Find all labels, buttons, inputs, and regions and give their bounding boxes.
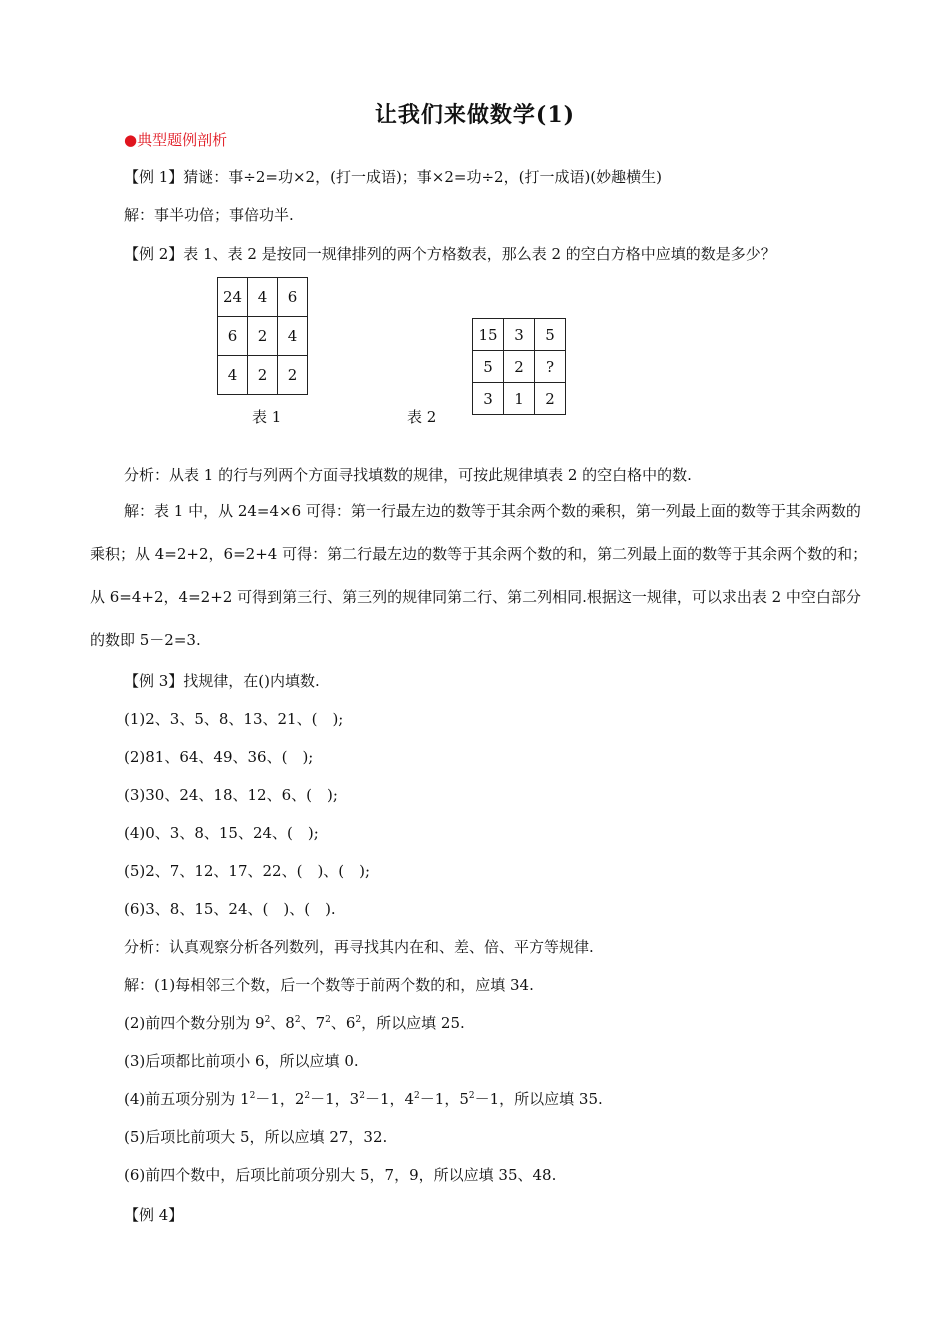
example-2-question: 【例 2】表 1、表 2 是按同一规律排列的两个方格数表，那么表 2 的空白方格中应填的数是多少？: [124, 245, 776, 263]
exponent: 2: [325, 1015, 331, 1025]
table-cell: 1: [504, 383, 535, 415]
exponent: 2: [264, 1015, 271, 1025]
page-title: 让我们来做数学(1): [374, 102, 576, 128]
solution-text: ，所以应填 25.: [361, 1014, 465, 1032]
table-row: [218, 278, 308, 317]
example-1-answer: 解：事半功倍；事倍功半.: [124, 206, 294, 224]
exponent: 2: [355, 1015, 362, 1025]
solution-text: －1，所以应填 35.: [474, 1090, 603, 1108]
table-2-caption: 表 2: [407, 408, 437, 426]
exponent: 2: [414, 1091, 420, 1101]
section-heading: ●典型题例剖析: [124, 131, 228, 149]
example-2-solution-text: 解：表 1 中，从 24=4×6 可得：第一行最左边的数等于其余两个数的乘积，第一列最上面的数等于其余两数的乘积；从 4=2+2，6=2+4 可得：第二行最左边的数等于其余两个数的和，第二列最上面的数等于其余两个数的和；从 6=4+2，4=2+2 可得到第三行、第三列的规律同第二行、第二列相同.根据这一规律，可以求出表 2 中空白部分的数即 5－2=3.: [90, 502, 868, 649]
solution-text: 、8: [270, 1014, 295, 1032]
table-cell: 3: [504, 319, 535, 351]
table-cell: ?: [535, 351, 566, 383]
example-2-solution: [90, 490, 870, 662]
table-2: [472, 318, 566, 415]
table-cell: 2: [504, 351, 535, 383]
solution-text: (4)前五项分别为 1: [124, 1090, 250, 1108]
solution-text: (2)前四个数分别为 9: [124, 1014, 265, 1032]
solution-text: －1，4: [364, 1090, 415, 1108]
example-3-solution-5: (5)后项比前项大 5，所以应填 27，32.: [124, 1128, 388, 1146]
solution-text: 、6: [330, 1014, 356, 1032]
example-3-question: 【例 3】找规律，在()内填数.: [124, 672, 320, 690]
table-cell: 2: [248, 317, 278, 356]
table-cell: 4: [218, 356, 248, 395]
table-cell: 5: [473, 351, 504, 383]
example-3-solution-6: (6)前四个数中，后项比前项分别大 5，7，9，所以应填 35、48.: [124, 1166, 557, 1184]
table-cell: 2: [248, 356, 278, 395]
table-row: [473, 319, 566, 351]
solution-text: －1，3: [310, 1090, 360, 1108]
example-3-solution-3: (3)后项都比前项小 6，所以应填 0.: [124, 1052, 359, 1070]
table-row: [473, 351, 566, 383]
table-cell: 2: [278, 356, 308, 395]
sequence-item: (6)3、8、15、24、( )、( ).: [124, 900, 336, 918]
solution-text: －1，2: [255, 1090, 305, 1108]
table-cell: 6: [278, 278, 308, 317]
exponent: 2: [249, 1091, 256, 1101]
sequence-item: (3)30、24、18、12、6、( );: [124, 786, 338, 804]
sequence-item: (5)2、7、12、17、22、( )、( );: [124, 862, 371, 880]
example-3-solution-1: 解：(1)每相邻三个数，后一个数等于前两个数的和，应填 34.: [124, 976, 534, 994]
exponent: 2: [294, 1015, 301, 1025]
solution-text: 、7: [300, 1014, 326, 1032]
sequence-item: (4)0、3、8、15、24、( );: [124, 824, 319, 842]
example-1-question: 【例 1】猜谜：事÷2=功×2，(打一成语)；事×2=功÷2，(打一成语)(妙趣横生): [124, 168, 663, 186]
table-cell: 6: [218, 317, 248, 356]
solution-text: －1，5: [419, 1090, 469, 1108]
table-cell: 3: [473, 383, 504, 415]
table-cell: 5: [535, 319, 566, 351]
table-cell: 4: [248, 278, 278, 317]
table-row: [218, 317, 308, 356]
sequence-item: (2)81、64、49、36、( );: [124, 748, 314, 766]
table-cell: 4: [278, 317, 308, 356]
exponent: 2: [359, 1091, 365, 1101]
table-row: [473, 383, 566, 415]
exponent: 2: [468, 1091, 475, 1101]
table-1-caption: 表 1: [252, 408, 282, 426]
example-4-question: 【例 4】: [124, 1206, 184, 1224]
table-cell: 24: [218, 278, 248, 317]
example-3-solution-2: [124, 1012, 465, 1033]
table-cell: 2: [535, 383, 566, 415]
table-1: [217, 277, 308, 395]
example-3-analysis: 分析：认真观察分析各列数列，再寻找其内在和、差、倍、平方等规律.: [124, 938, 594, 956]
table-cell: 15: [473, 319, 504, 351]
example-2-analysis: 分析：从表 1 的行与列两个方面寻找填数的规律，可按此规律填表 2 的空白格中的数.: [124, 466, 692, 484]
table-row: [218, 356, 308, 395]
example-3-solution-4: [124, 1088, 603, 1109]
exponent: 2: [304, 1091, 311, 1101]
sequence-item: (1)2、3、5、8、13、21、( );: [124, 710, 344, 728]
